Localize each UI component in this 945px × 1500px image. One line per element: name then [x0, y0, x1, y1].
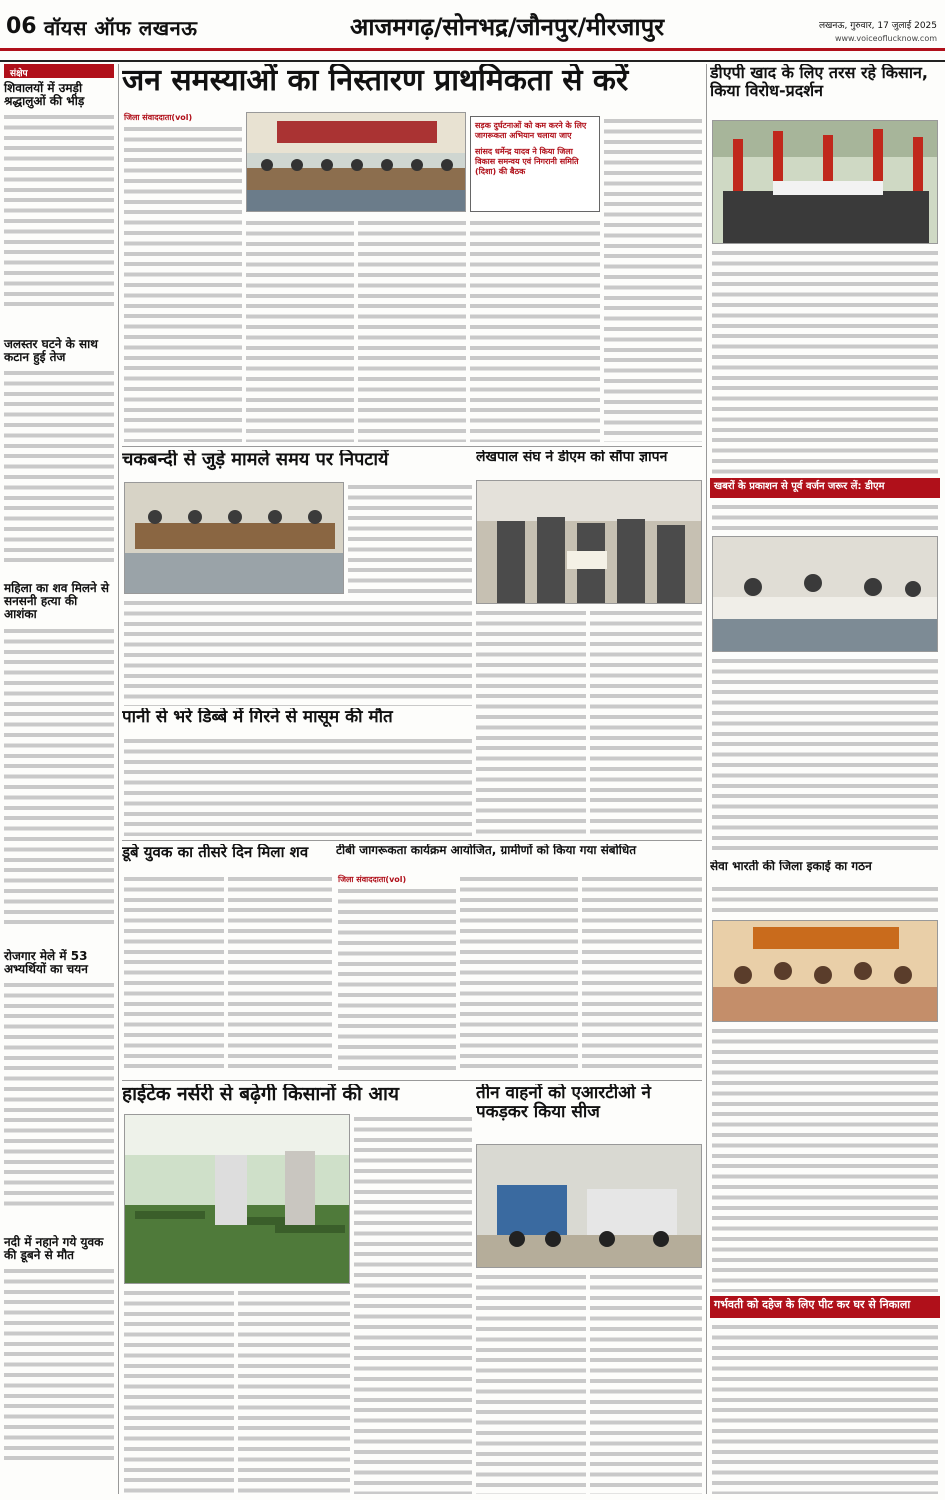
- dap-header: [710, 64, 940, 118]
- brief-item: [4, 950, 114, 1230]
- highlight-item: सांसद धर्मेन्द्र यादव ने किया जिला विकास समन्वय एवं निगरानी समिति (दिशा) की बैठक: [475, 147, 579, 176]
- dahej-body: [712, 1322, 938, 1494]
- brief-headline: महिला का शव मिलने से सनसनी हत्या की आशंका: [4, 581, 109, 622]
- duba-body-col1: [124, 874, 224, 1074]
- column-rule: [706, 64, 707, 1494]
- dateline: लखनऊ, गुरुवार, 17 जुलाई 2025: [818, 21, 937, 31]
- nursery-header: [122, 1084, 472, 1112]
- seva-headline: सेवा भारती की जिला इकाई का गठन: [710, 860, 872, 873]
- nursery-photo: [124, 1114, 350, 1284]
- chakbandi-body-lower: [124, 598, 472, 706]
- pani-headline: पानी से भरे डिब्बे में गिरने से मासूम की मौत: [122, 708, 393, 727]
- column-rule: [118, 64, 119, 1494]
- seva-body: [712, 1026, 938, 1292]
- lead-body-col3: [358, 218, 466, 442]
- brief-body: [4, 1266, 114, 1466]
- meeting-photo-svg: [247, 113, 466, 212]
- tb-body-col2: [460, 874, 578, 1074]
- lekhpal-body-col1: [476, 608, 586, 836]
- khabro-header: [710, 478, 940, 498]
- chakbandi-photo: [124, 482, 344, 594]
- duba-body-col2: [228, 874, 332, 1074]
- lekhpal-photo-svg: [477, 481, 702, 604]
- lead-body-col4: [470, 218, 600, 442]
- brief-headline: रोजगार मेले में 53 अभ्यर्थियों का चयन: [4, 949, 88, 977]
- brief-headline: शिवालयों में उमड़ी श्रद्धालुओं की भीड़: [4, 81, 85, 109]
- lekhpal-headline: लेखपाल संघ ने डीएम को सौंपा ज्ञापन: [476, 450, 668, 465]
- tb-header: [336, 844, 702, 870]
- duba-header: [122, 844, 332, 870]
- seva-photo: [712, 920, 938, 1022]
- tb-body-col1: [338, 886, 456, 1074]
- brief-body: [4, 626, 114, 926]
- brief-body: [4, 368, 114, 568]
- dap-body: [712, 248, 938, 474]
- khabro-intro: [712, 502, 938, 534]
- lekhpal-photo: [476, 480, 702, 604]
- section-rule: [122, 1080, 702, 1081]
- website: www.voiceoflucknow.com: [834, 34, 937, 43]
- dahej-headline: गर्भवती को दहेज के लिए पीट कर घर से निकाला: [714, 1298, 911, 1311]
- lead-headline: जन समस्याओं का निस्तारण प्राथमिकता से करें: [122, 64, 629, 98]
- vehicle-photo: [476, 1144, 702, 1268]
- auto-header: [476, 1084, 702, 1140]
- nursery-body-col1: [124, 1288, 234, 1494]
- duba-headline: डूबे युवक का तीसरे दिन मिला शव: [122, 844, 309, 861]
- chakbandi-header: [122, 450, 472, 478]
- section-rule: [122, 446, 702, 447]
- auto-body-col2: [590, 1272, 702, 1494]
- brief-item: [4, 582, 114, 942]
- nursery-body-col3: [354, 1114, 472, 1494]
- tb-byline: जिला संवाददाता(vol): [338, 875, 407, 884]
- brief-item: [4, 82, 114, 330]
- nursery-headline: हाईटेक नर्सरी से बढ़ेगी किसानों की आय: [122, 1084, 399, 1105]
- brief-item: [4, 338, 114, 574]
- highlights-box: [470, 116, 600, 212]
- brief-label: संक्षेप: [4, 64, 114, 78]
- protest-photo-svg: [713, 121, 938, 244]
- pani-body: [124, 736, 472, 836]
- masthead-rule: [0, 48, 945, 51]
- auto-body-col1: [476, 1272, 586, 1494]
- tb-headline: टीबी जागरूकता कार्यक्रम आयोजित, ग्रामीणों को किया गया संबोधित: [336, 844, 637, 857]
- lekhpal-body-col2: [590, 608, 702, 836]
- chakbandi-headline: चकबन्दी से जुड़े मामले समय पर निपटायें: [122, 450, 389, 470]
- dahej-header: [710, 1296, 940, 1318]
- brief-body: [4, 112, 114, 312]
- brand-name: वॉयस ऑफ लखनऊ: [44, 16, 198, 40]
- meeting-photo: [246, 112, 466, 212]
- lead-byline: जिला संवाददाता(vol): [124, 113, 193, 122]
- tb-body-col3: [582, 874, 702, 1074]
- protest-photo: [712, 120, 938, 244]
- seva-intro: [712, 884, 938, 918]
- districts-title: आजमगढ़/सोनभद्र/जौनपुर/मीरजापुर: [350, 13, 665, 41]
- lead-body-col2: [246, 218, 354, 442]
- pani-header: [122, 708, 472, 734]
- nursery-photo-svg: [125, 1115, 350, 1284]
- lead-body-col1: [124, 124, 242, 442]
- dm-meeting-photo-svg: [713, 537, 938, 652]
- highlight-item: सड़क दुर्घटनाओं को कम करने के लिए जागरूकता अभियान चलाया जाए: [475, 121, 587, 140]
- seva-photo-svg: [713, 921, 938, 1022]
- lead-story-header: [122, 64, 702, 110]
- brief-body: [4, 980, 114, 1210]
- masthead: [0, 0, 945, 62]
- brief-item: [4, 1236, 114, 1494]
- brief-headline: जलस्तर घटने के साथ कटान हुई तेज: [4, 337, 98, 365]
- chakbandi-body: [348, 482, 472, 594]
- lead-body-col5: [604, 116, 702, 442]
- khabro-headline: खबरों के प्रकाशन से पूर्व वर्जन जरूर लें: डीएम: [714, 481, 885, 492]
- khabro-body: [712, 656, 938, 856]
- page-number: 06: [6, 14, 37, 39]
- vehicle-photo-svg: [477, 1145, 702, 1268]
- auto-headline: तीन वाहनों को एआरटीओ ने पकड़कर किया सीज: [476, 1084, 651, 1122]
- dm-meeting-photo: [712, 536, 938, 652]
- lekhpal-header: [476, 450, 702, 478]
- chakbandi-photo-svg: [125, 483, 344, 594]
- brief-headline: नदी में नहाने गये युवक की डूबने से मौत: [4, 1235, 104, 1263]
- seva-header: [710, 860, 940, 882]
- section-rule: [122, 840, 702, 841]
- dap-headline: डीएपी खाद के लिए तरस रहे किसान, किया विरोध-प्रदर्शन: [710, 64, 928, 100]
- nursery-body-col2: [238, 1288, 350, 1494]
